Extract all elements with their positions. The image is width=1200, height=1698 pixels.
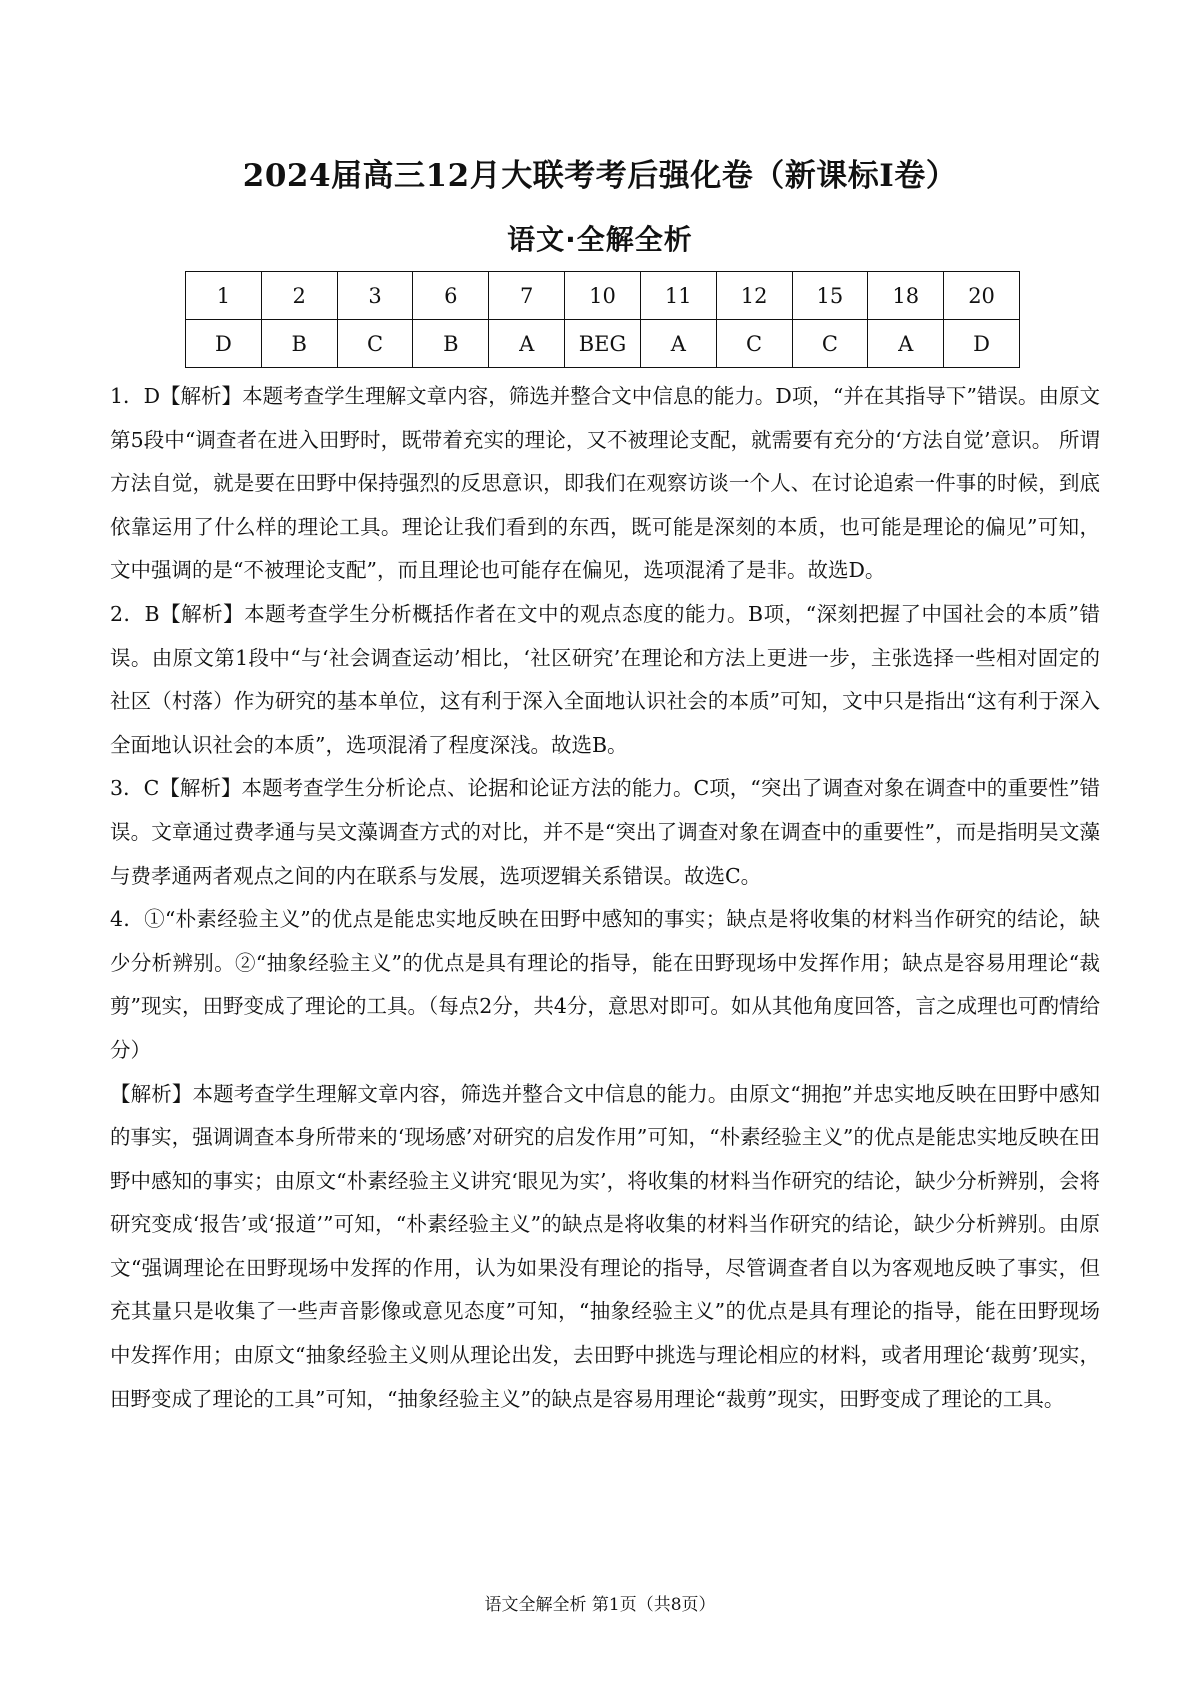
page-subtitle: 语文·全解全析 — [507, 223, 693, 256]
explanation-q3: 3．C【解析】本题考查学生分析论点、论据和论证方法的能力。C项，“突出了调查对象在调查中的重要性”错误。文章通过费孝通与吴文藻调查方式的对比，并不是“突出了调查对象在调查中的重要性”，而是指明吴文藻与费孝通两者观点之间的内在联系与发展，选项逻辑关系错误。故选C。 — [110, 776, 1100, 888]
question-number-cell: 18 — [868, 272, 944, 320]
question-number-cell: 20 — [944, 272, 1020, 320]
question-number-cell: 7 — [489, 272, 565, 320]
question-number-cell: 11 — [640, 272, 716, 320]
page-footer: 语文全解全析 第1页（共8页） — [484, 1595, 716, 1615]
question-number-cell: 15 — [792, 272, 868, 320]
answer-table — [185, 271, 1020, 368]
question-number-cell: 2 — [261, 272, 337, 320]
answer-cell: A — [640, 320, 716, 368]
answer-q4: 4．①“朴素经验主义”的优点是能忠实地反映在田野中感知的事实；缺点是将收集的材料当作研究的结论，缺少分析辨别。②“抽象经验主义”的优点是具有理论的指导，能在田野现场中发挥作用；缺点是容易用理论“裁剪”现实，田野变成了理论的工具。（每点2分，共4分，意思对即可。如从其他角度回答，言之成理也可酌情给分） — [110, 907, 1100, 1062]
answer-table-number-row — [186, 272, 1020, 320]
answer-cell: A — [868, 320, 944, 368]
page-title: 2024届高三12月大联考考后强化卷（新课标I卷） — [242, 158, 958, 194]
question-number-cell: 3 — [337, 272, 413, 320]
explanation-content — [110, 375, 1100, 1421]
answer-cell: C — [716, 320, 792, 368]
answer-cell: B — [413, 320, 489, 368]
question-number-cell: 10 — [565, 272, 641, 320]
answer-cell: B — [261, 320, 337, 368]
question-number-cell: 1 — [186, 272, 262, 320]
answer-cell: C — [792, 320, 868, 368]
question-number-cell: 12 — [716, 272, 792, 320]
answer-cell: C — [337, 320, 413, 368]
explanation-q2: 2．B【解析】本题考查学生分析概括作者在文中的观点态度的能力。B项，“深刻把握了中国社会的本质”错误。由原文第1段中“与‘社会调查运动’相比，‘社区研究’在理论和方法上更进一步，主张选择一些相对固定的社区（村落）作为研究的基本单位，这有利于深入全面地认识社会的本质”可知，文中只是指出“这有利于深入全面地认识社会的本质”，选项混淆了程度深浅。故选B。 — [110, 601, 1100, 757]
answer-table-answer-row — [186, 320, 1020, 368]
answer-cell: BEG — [565, 320, 641, 368]
answer-cell: A — [489, 320, 565, 368]
explanation-q1: 1．D【解析】本题考查学生理解文章内容，筛选并整合文中信息的能力。D项，“并在其指导下”错误。由原文第5段中“调查者在进入田野时，既带着充实的理论，又不被理论支配，就需要有充分的‘方法自觉’意识。 所谓方法自觉，就是要在田野中保持强烈的反思意识，即我们在观察访谈一个人、在讨论追索一件事的时候，到底依靠运用了什么样的理论工具。理论让我们看到的东西，既可能是深刻的本质，也可能是理论的偏见”可知，文中强调的是“不被理论支配”，而且理论也可能存在偏见，选项混淆了是非。故选D。 — [110, 384, 1100, 583]
answer-cell: D — [186, 320, 262, 368]
answer-cell: D — [944, 320, 1020, 368]
explanation-q4: 【解析】本题考查学生理解文章内容，筛选并整合文中信息的能力。由原文“拥抱”并忠实地反映在田野中感知的事实，强调调查本身所带来的‘现场感’对研究的启发作用”可知，“朴素经验主义”的优点是能忠实地反映在田野中感知的事实；由原文“朴素经验主义讲究‘眼见为实’，将收集的材料当作研究的结论，缺少分析辨别，会将研究变成‘报告’或‘报道’”可知，“朴素经验主义”的缺点是将收集的材料当作研究的结论，缺少分析辨别。由原文“强调理论在田野现场中发挥的作用，认为如果没有理论的指导，尽管调查者自以为客观地反映了事实，但充其量只是收集了一些声音影像或意见态度”可知，“抽象经验主义”的优点是具有理论的指导，能在田野现场中发挥作用；由原文“抽象经验主义则从理论出发，去田野中挑选与理论相应的材料，或者用理论‘裁剪’现实，田野变成了理论的工具”可知，“抽象经验主义”的缺点是容易用理论“裁剪”现实，田野变成了理论的工具。 — [110, 1081, 1100, 1411]
question-number-cell: 6 — [413, 272, 489, 320]
